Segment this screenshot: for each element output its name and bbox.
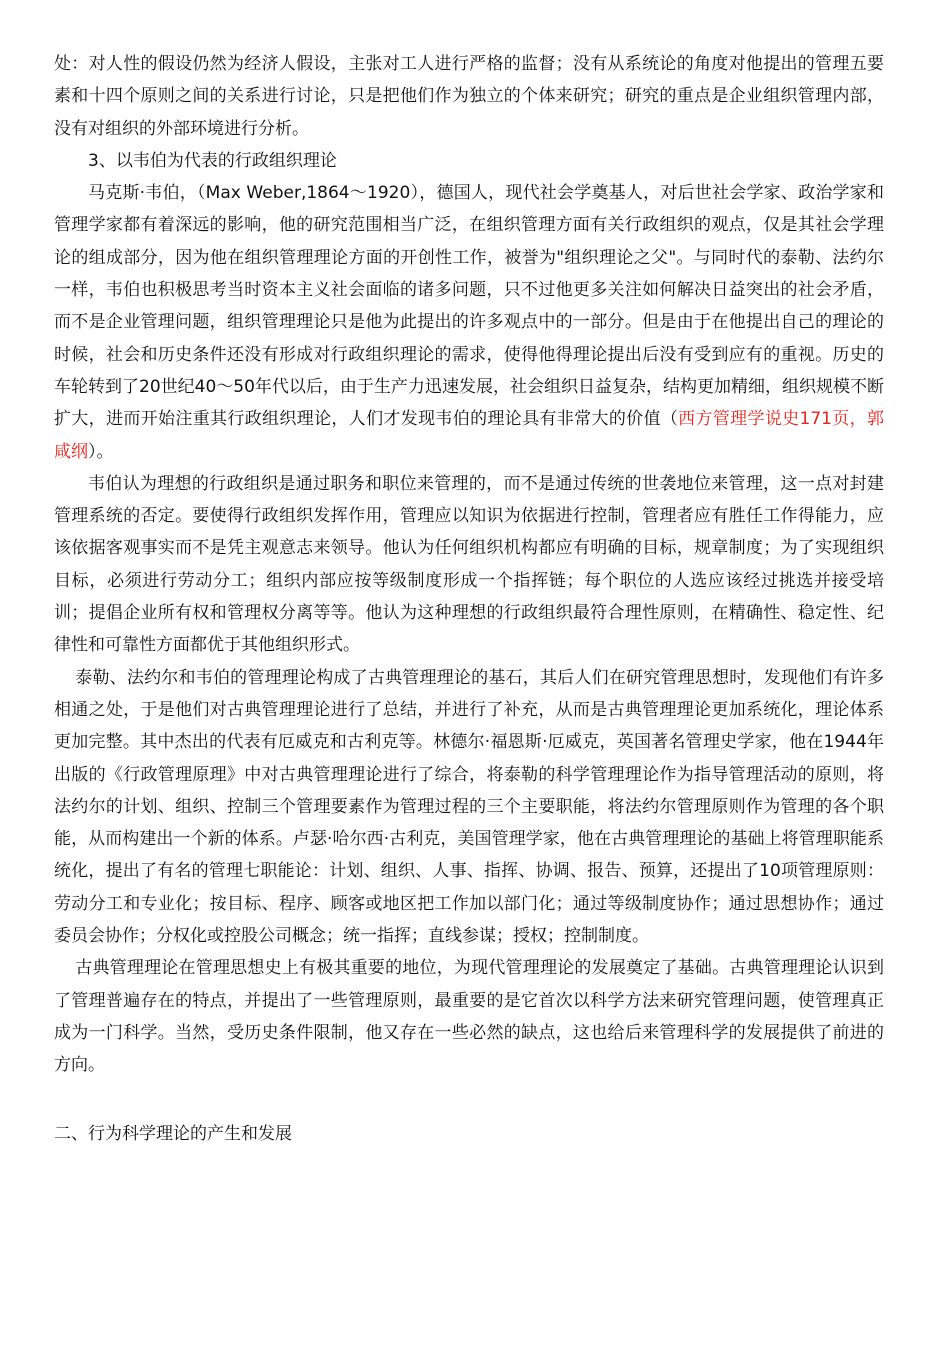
paragraph-fayol-critique: 处：对人性的假设仍然为经济人假设，主张对工人进行严格的监督；没有从系统论的角度对他提出的管理五要素和十四个原则之间的关系进行讨论，只是把他们作为独立的个体来研究；研究的重点是企业组织管理内部，没有对组织的外部环境进行分析。: [54, 54, 884, 139]
section-heading-weber: 3、以韦伯为代表的行政组织理论: [88, 150, 337, 171]
section-heading-behavioral-science: 二、行为科学理论的产生和发展: [54, 1123, 292, 1144]
paragraph-weber-intro: [54, 177, 884, 468]
weber-intro-end: ）。: [88, 441, 114, 462]
citation-text: 西方管理学说史171页，郭咸纲: [54, 409, 884, 462]
weber-intro-text: 马克斯·韦伯，（Max Weber,1864～1920），德国人，现代社会学奠基人，对后世社会学家、政治学家和管理学家都有着深远的影响，他的研究范围相当广泛，在组织管理方面有关行政组织的观点，仅是其社会学理论的组成部分，因为他在组织管理理论方面的开创性工作，被誉为"组织理论之父"。与同时代的泰勒、法约尔一样，韦伯也积极思考当时资本主义社会面临的诸多问题，只不过他更多关注如何解决日益突出的社会矛盾，而不是企业管理问题，组织管理理论只是他为此提出的许多观点中的一部分。但是由于在他提出自己的理论的时候，社会和历史条件还没有形成对行政组织理论的需求，使得他得理论提出后没有受到应有的重视。历史的车轮转到了20世纪40～50年代以后，由于生产力迅速发展，社会组织日益复杂，结构更加精细，组织规模不断扩大，进而开始注重其行政组织理论，人们才发现韦伯的理论具有非常大的价值（: [54, 183, 884, 430]
section-spacer: [54, 1082, 884, 1118]
paragraph-weber-ideal-organization: 韦伯认为理想的行政组织是通过职务和职位来管理的，而不是通过传统的世袭地位来管理，这一点对封建管理系统的否定。要使得行政组织发挥作用，管理应以知识为依据进行控制，管理者应有胜任工作得能力，应该依据客观事实而不是凭主观意志来领导。他认为任何组织机构都应有明确的目标，规章制度；为了实现组织目标，必须进行劳动分工；组织内部应按等级制度形成一个指挥链；每个职位的人选应该经过挑选并接受培训；提倡企业所有权和管理权分离等等。他认为这种理想的行政组织最符合理性原则，在精确性、稳定性、纪律性和可靠性方面都优于其他组织形式。: [54, 473, 884, 656]
document-page: [54, 48, 884, 1150]
paragraph-classical-significance: 古典管理理论在管理思想史上有极其重要的地位，为现代管理理论的发展奠定了基础。古典管理理论认识到了管理普遍存在的特点，并提出了一些管理原则，最重要的是它首次以科学方法来研究管理问题，使管理真正成为一门科学。当然，受历史条件限制，他又存在一些必然的缺点，这也给后来管理科学的发展提供了前进的方向。: [54, 958, 884, 1076]
paragraph-classical-synthesis: 泰勒、法约尔和韦伯的管理理论构成了古典管理理论的基石，其后人们在研究管理思想时，发现他们有许多相通之处，于是他们对古典管理理论进行了总结，并进行了补充，从而是古典管理理论更加系统化，理论体系更加完整。其中杰出的代表有厄威克和古利克等。林德尔·福恩斯·厄威克，英国著名管理史学家，他在1944年出版的《行政管理原理》中对古典管理理论进行了综合，将泰勒的科学管理理论作为指导管理活动的原则，将法约尔的计划、组织、控制三个管理要素作为管理过程的三个主要职能，将法约尔管理原则作为管理的各个职能，从而构建出一个新的体系。卢瑟·哈尔西·古利克，美国管理学家，他在古典管理理论的基础上将管理职能系统化，提出了有名的管理七职能论：计划、组织、人事、指挥、协调、报告、预算，还提出了10项管理原则：劳动分工和专业化；按目标、程序、顾客或地区把工作加以部门化；通过等级制度协作；通过思想协作；通过委员会协作；分权化或控股公司概念；统一指挥；直线参谋；授权；控制制度。: [54, 667, 884, 947]
